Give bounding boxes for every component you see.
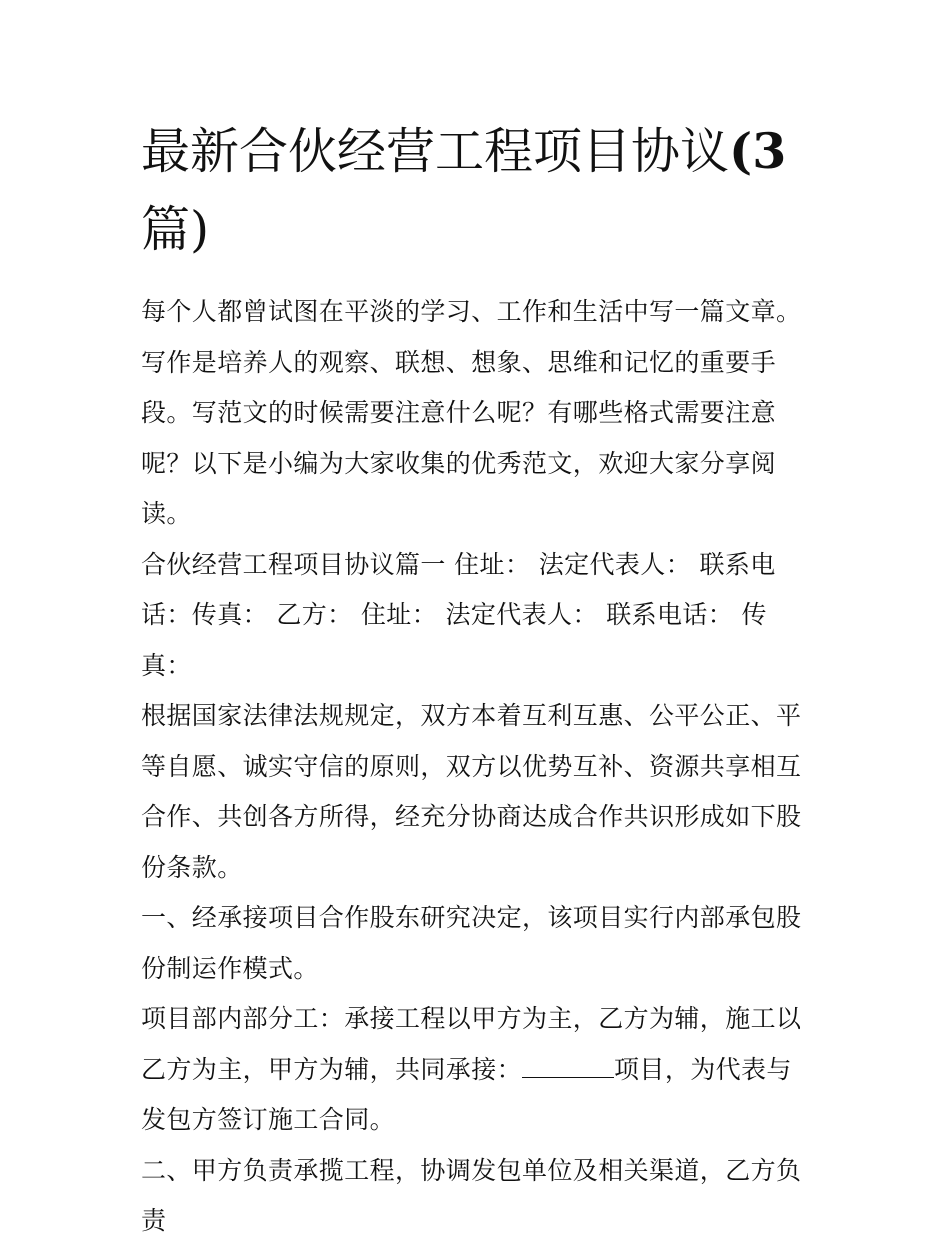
paragraph-division-of-work	[141, 994, 813, 1146]
title-main: 最新合伙经营工程项目协议	[141, 123, 730, 180]
paragraph-clause-2: 二、甲方负责承揽工程，协调发包单位及相关渠道，乙方负责	[141, 1155, 802, 1235]
project-name-blank	[522, 1059, 614, 1078]
document-title	[141, 112, 813, 269]
paragraph-intro: 每个人都曾试图在平淡的学习、工作和生活中写一篇文章。写作是培养人的观察、联想、想象、思维和记忆的重要手段。写范文的时候需要注意什么呢？有哪些格式需要注意呢？以下是小编为大家收集的优秀范文，欢迎大家分享阅读。	[141, 297, 802, 528]
title-suffix: (3	[729, 122, 787, 180]
document-body	[141, 112, 813, 1247]
title-line2: 篇)	[141, 201, 210, 258]
paragraph-parties: 合伙经营工程项目协议篇一 住址： 法定代表人： 联系电话：传真： 乙方： 住址： 法定代表人： 联系电话： 传真：	[141, 549, 776, 680]
paragraph-principles: 根据国家法律法规规定，双方本着互利互惠、公平公正、平等自愿、诚实守信的原则，双方以优势互补、资源共享相互合作、共创各方所得，经充分协商达成合作共识形成如下股份条款。	[141, 701, 802, 882]
paragraph-clause-1: 一、经承接项目合作股东研究决定，该项目实行内部承包股份制运作模式。	[141, 903, 802, 983]
division-text-before: 项目部内部分工：承接工程以甲方为主，乙方为辅，施工以乙方为主，甲方为辅，共同承接：	[141, 1004, 802, 1084]
division-text-after: 项目，为代表与发包方签订施工合同。	[141, 1054, 792, 1134]
